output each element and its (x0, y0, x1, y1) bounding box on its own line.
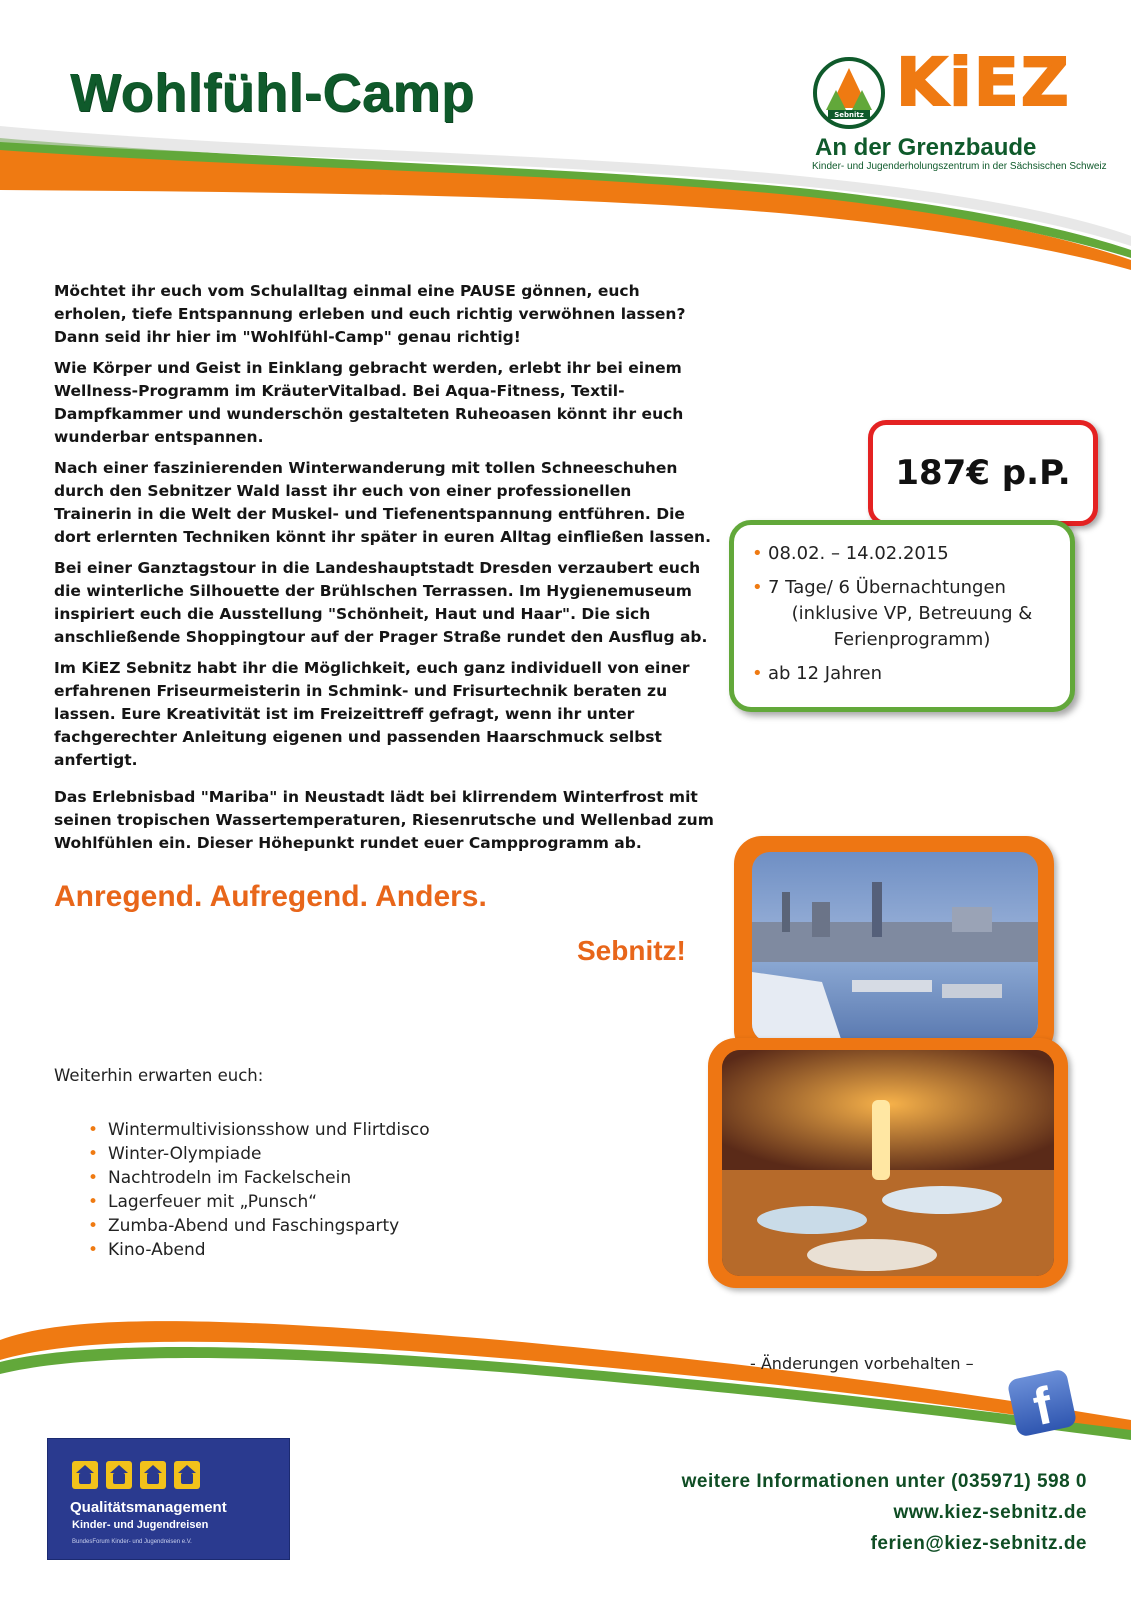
contact-phone: weitere Informationen unter (035971) 598 0 (681, 1471, 1087, 1492)
list-item: • Zumba-Abend und Faschingsparty (88, 1214, 430, 1238)
intro-text (54, 280, 714, 863)
paragraph: Das Erlebnisbad "Mariba" in Neustadt lädt bei klirrendem Winterfrost mit seinen tropischen Wassertemperaturen, Riesenrutsche und Wellenbad zum Wohlfühlen ein. Dieser Höhepunkt rundet euer Campprogramm ab. (54, 788, 714, 852)
price-box: 187€ p.P. (868, 420, 1098, 526)
info-duration-text: 7 Tage/ 6 Übernachtungen (768, 577, 1006, 598)
star-house-icon (72, 1461, 98, 1489)
paragraph: Möchtet ihr euch vom Schulalltag einmal eine PAUSE gönnen, euch erholen, tiefe Entspannung erleben und euch richtig verwöhnen lassen? Dann seid ihr hier im "Wohlfühl-Camp" genau richtig! (54, 282, 686, 346)
contact-website[interactable]: www.kiez-sebnitz.de (893, 1502, 1087, 1523)
info-duration (752, 575, 1060, 653)
page-title: Wohlfühl-Camp (70, 63, 475, 123)
slogan-place: Sebnitz! (577, 935, 686, 966)
relaxation-photo (722, 1050, 1054, 1276)
paragraph: Nach einer faszinierenden Winterwanderung mit tollen Schneeschuhen durch den Sebnitzer Wald lasst ihr euch von einer professionellen Trainerin in die Welt der Muskel- und Tiefenentspannung entführen. Die dort erlernten Techniken könnt ihr später in euren Alltag einfließen lassen. (54, 459, 711, 546)
info-age: • ab 12 Jahren (752, 661, 1060, 687)
badge-small-text: BundesForum Kinder- und Jugendreisen e.V. (72, 1539, 192, 1545)
extras-heading: Weiterhin erwarten euch: (54, 1066, 264, 1085)
quality-badge (47, 1438, 290, 1560)
list-item: • Nachtrodeln im Fackelschein (88, 1166, 430, 1190)
dresden-photo (752, 852, 1038, 1042)
info-duration-note: (inklusive VP, Betreuung & Ferienprogramm) (791, 603, 1033, 650)
disclaimer: - Änderungen vorbehalten – (750, 1354, 974, 1373)
facebook-icon[interactable]: f (1007, 1368, 1078, 1437)
slogan: Anregend. Aufregend. Anders. (54, 880, 487, 913)
contact-email[interactable]: ferien@kiez-sebnitz.de (870, 1533, 1087, 1554)
logo-tagline: Kinder- und Jugenderholungszentrum in der Sächsischen Schweiz (812, 161, 1107, 172)
info-dates: • 08.02. – 14.02.2015 (752, 541, 1060, 567)
star-house-icon (174, 1461, 200, 1489)
badge-title: Qualitätsmanagement (70, 1499, 227, 1516)
contact-block (682, 1466, 1087, 1559)
list-item: • Kino-Abend (88, 1238, 430, 1262)
logo-subtitle: An der Grenzbaude (815, 134, 1037, 161)
emblem-text: Sebnitz (834, 111, 864, 119)
star-house-icon (140, 1461, 166, 1489)
kiez-emblem-icon (812, 56, 886, 130)
list-item: • Winter-Olympiade (88, 1142, 430, 1166)
paragraph: Bei einer Ganztagstour in die Landeshauptstadt Dresden verzaubert euch die winterliche Silhouette der Brühlschen Terrassen. Im Hygienemuseum inspiriert euch die Ausstellung "Schönheit, Haut und Haar". Die sich anschließende Shoppingtour auf der Prager Straße rundet den Ausflug ab. (54, 559, 708, 646)
badge-subtitle: Kinder- und Jugendreisen (72, 1519, 209, 1531)
paragraph: Wie Körper und Geist in Einklang gebracht werden, erlebt ihr bei einem Wellness-Programm im KräuterVitalbad. Bei Aqua-Fitness, Textil-Dampfkammer und wunderschön gestalteten Ruheoasen könnt ihr euch wunderbar entspannen. (54, 359, 684, 446)
photo-frame-relax (708, 1038, 1068, 1288)
list-item: • Lagerfeuer mit „Punsch“ (88, 1190, 430, 1214)
list-item: • Wintermultivisionsshow und Flirtdisco (88, 1118, 430, 1142)
info-list (734, 525, 1070, 687)
info-box (729, 520, 1075, 712)
photo-frame-dresden (734, 836, 1054, 1058)
extras-list (88, 1118, 430, 1262)
logo-word: KiEZ (896, 44, 1071, 121)
bottom-swoosh (0, 1300, 1131, 1450)
paragraph: Im KiEZ Sebnitz habt ihr die Möglichkeit, euch ganz individuell von einer erfahrenen Friseurmeisterin in Schmink- und Frisurtechnik beraten zu lassen. Eure Kreativität ist im Freizeittreff gefragt, wenn ihr unter fachgerechter Anleitung eigenen und passenden Haarschmuck selbst anfertigt. (54, 659, 690, 769)
star-house-icon (106, 1461, 132, 1489)
